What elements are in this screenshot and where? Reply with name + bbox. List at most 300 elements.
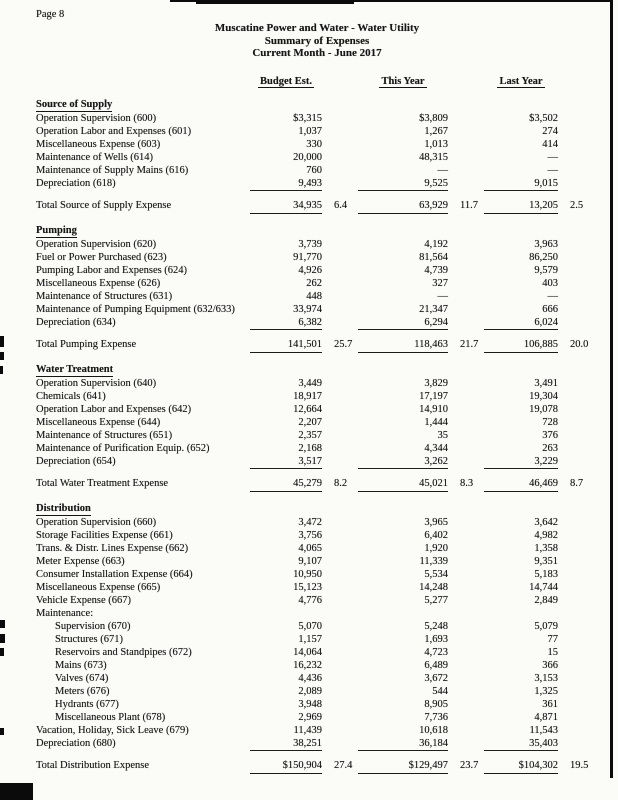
budget-value: 760 [306,164,322,176]
this-year-pct [448,698,484,711]
total-budget-pct: 8.2 [334,477,348,489]
budget-value: 3,948 [298,698,322,710]
row-label: Supervision (670) [55,620,131,632]
last-year-value: 403 [542,277,558,289]
budget-value: 91,770 [293,251,322,263]
last-year-pct [558,390,598,403]
budget-pct [322,698,358,711]
this-year-pct [448,620,484,633]
total-this-year-pct: 8.3 [460,477,474,489]
expense-section [36,502,598,774]
expense-row [36,542,598,555]
budget-pct [322,594,358,607]
expense-row [36,568,598,581]
last-year-value: 3,963 [534,238,558,250]
last-year-pct [558,581,598,594]
budget-pct [322,633,358,646]
this-year-value: 3,672 [424,672,448,684]
row-label: Vacation, Holiday, Sick Leave (679) [36,724,189,736]
total-label: Total Source of Supply Expense [36,199,172,211]
budget-pct [322,455,358,469]
last-year-value: 15 [547,646,558,658]
this-year-pct [448,646,484,659]
this-year-value: 1,267 [424,125,448,137]
last-year-pct [558,264,598,277]
this-year-pct [448,659,484,672]
this-year-pct [448,303,484,316]
last-year-pct [558,659,598,672]
last-year-value: 1,358 [534,542,558,554]
last-year-pct [558,442,598,455]
expense-row [36,416,598,429]
total-label: Total Distribution Expense [36,759,149,771]
section-title: Distribution [36,502,91,514]
last-year-value: 9,015 [484,177,558,191]
budget-pct [322,164,358,177]
last-year-value: 77 [547,633,558,645]
total-this-year-pct: 11.7 [460,199,478,211]
this-year-value: 11,339 [419,555,448,567]
this-year-pct [448,251,484,264]
expense-row [36,672,598,685]
last-year-pct [558,112,598,125]
row-label: Depreciation (634) [36,316,116,328]
this-year-pct [448,112,484,125]
budget-value: 11,439 [293,724,322,736]
last-year-pct [558,251,598,264]
budget-value: 5,070 [298,620,322,632]
total-last-year-value: 13,205 [484,199,558,214]
this-year-pct [448,177,484,191]
this-year-pct [448,672,484,685]
budget-value: 38,251 [250,737,322,751]
total-last-year-value: 46,469 [484,477,558,492]
last-year-pct [558,672,598,685]
last-year-value: — [547,290,558,302]
this-year-value: 17,197 [419,390,448,402]
budget-pct [322,290,358,303]
last-year-value: 9,351 [534,555,558,567]
this-year-pct [448,164,484,177]
last-year-pct [558,151,598,164]
total-last-year-value: 106,885 [484,338,558,353]
budget-value: 448 [306,290,322,302]
expense-row [36,555,598,568]
budget-value: 3,517 [250,455,322,469]
column-header-this-year: This Year [381,75,425,87]
this-year-pct [448,542,484,555]
this-year-value: — [437,290,448,302]
row-label: Operation Supervision (660) [36,516,157,528]
last-year-pct [558,516,598,529]
row-label: Maintenance of Pumping Equipment (632/633) [36,303,235,315]
last-year-value: 2,849 [534,594,558,606]
budget-value: 14,064 [293,646,322,658]
last-year-pct [558,238,598,251]
last-year-value: 3,153 [534,672,558,684]
this-year-pct [448,416,484,429]
this-year-value: 327 [432,277,448,289]
budget-pct [322,737,358,751]
empty-cell [484,363,558,377]
this-year-pct [448,138,484,151]
empty-cell [358,363,448,377]
this-year-value: 8,905 [424,698,448,710]
row-label: Vehicle Expense (667) [36,594,132,606]
last-year-pct [558,403,598,416]
report-title-summary: Summary of Expenses [264,34,370,47]
section-header-row [36,98,598,112]
expense-row [36,429,598,442]
total-this-year-pct: 23.7 [460,759,479,771]
last-year-value: 4,982 [534,529,558,541]
this-year-value: 6,294 [358,316,448,330]
row-label: Depreciation (618) [36,177,116,189]
row-label: Maintenance: [36,607,94,619]
row-label: Hydrants (677) [55,698,119,710]
budget-value: 10,950 [293,568,322,580]
total-budget-value: 34,935 [250,199,322,214]
expense-row [36,594,598,607]
empty-cell [558,363,598,377]
last-year-value: 3,642 [534,516,558,528]
empty-cell [484,502,558,516]
last-year-value [484,607,558,620]
total-this-year-value: $129,497 [358,759,448,774]
last-year-pct [558,607,598,620]
row-label: Maintenance of Wells (614) [36,151,154,163]
row-label: Storage Facilities Expense (661) [36,529,173,541]
this-year-pct [448,390,484,403]
last-year-pct [558,646,598,659]
empty-cell [448,363,484,377]
this-year-value: 4,739 [424,264,448,276]
total-last-year-pct: 20.0 [570,338,589,350]
this-year-value: — [437,164,448,176]
section-header-cell [36,502,250,516]
this-year-pct [448,238,484,251]
section-header-cell [36,98,250,112]
last-year-value: $3,502 [529,112,558,124]
last-year-value: 35,403 [484,737,558,751]
row-label: Operation Labor and Expenses (642) [36,403,192,415]
expense-row [36,277,598,290]
this-year-value: 6,489 [424,659,448,671]
budget-pct [322,555,358,568]
expense-row [36,685,598,698]
expense-row [36,316,598,330]
this-year-pct [448,316,484,330]
this-year-value: 9,525 [358,177,448,191]
expense-row [36,151,598,164]
budget-pct [322,303,358,316]
expense-row [36,724,598,737]
budget-pct [322,620,358,633]
this-year-pct [448,125,484,138]
last-year-value: 6,024 [484,316,558,330]
expense-row [36,251,598,264]
expense-row [36,581,598,594]
row-label: Consumer Installation Expense (664) [36,568,193,580]
this-year-value: 10,618 [419,724,448,736]
row-label: Operation Labor and Expenses (601) [36,125,192,137]
this-year-value: 3,829 [424,377,448,389]
this-year-pct [448,529,484,542]
total-last-year-pct: 8.7 [570,477,584,489]
budget-value: 3,756 [298,529,322,541]
this-year-value: 544 [432,685,448,697]
column-header-last-year: Last Year [499,75,543,87]
budget-pct [322,542,358,555]
empty-cell [448,502,484,516]
empty-cell [322,98,358,112]
budget-pct [322,390,358,403]
budget-pct [322,685,358,698]
last-year-value: 9,579 [534,264,558,276]
last-year-pct [558,698,598,711]
section-header-row [36,224,598,238]
column-header-spacer [36,75,250,88]
expense-row [36,303,598,316]
row-label: Miscellaneous Expense (644) [36,416,161,428]
section-header-cell [36,224,250,238]
section-title: Source of Supply [36,98,113,110]
last-year-value: 274 [542,125,558,137]
this-year-pct [448,581,484,594]
expense-row [36,633,598,646]
budget-value: 1,157 [298,633,322,645]
empty-cell [558,224,598,238]
expense-row [36,390,598,403]
row-label: Structures (671) [55,633,123,645]
expense-row [36,698,598,711]
this-year-pct [448,429,484,442]
this-year-value: 5,277 [424,594,448,606]
budget-value: 1,037 [298,125,322,137]
expense-row [36,455,598,469]
last-year-value: 728 [542,416,558,428]
column-header-budget: Budget Est. [260,75,312,87]
total-this-year-value: 118,463 [358,338,448,353]
this-year-pct [448,607,484,620]
last-year-value: 666 [542,303,558,315]
this-year-pct [448,264,484,277]
last-year-value: 366 [542,659,558,671]
budget-pct [322,429,358,442]
total-this-year-value: 45,021 [358,477,448,492]
budget-value: 15,123 [293,581,322,593]
last-year-pct [558,568,598,581]
this-year-value: 1,444 [424,416,448,428]
row-label: Miscellaneous Expense (603) [36,138,161,150]
last-year-pct [558,594,598,607]
empty-cell [558,502,598,516]
row-label: Miscellaneous Plant (678) [55,711,166,723]
budget-value: 4,436 [298,672,322,684]
budget-pct [322,112,358,125]
row-label: Chemicals (641) [36,390,106,402]
last-year-value: 376 [542,429,558,441]
budget-value: 2,969 [298,711,322,723]
row-label: Miscellaneous Expense (665) [36,581,161,593]
last-year-value: 19,078 [529,403,558,415]
row-label: Operation Supervision (640) [36,377,157,389]
section-header-row [36,502,598,516]
expense-section [36,363,598,492]
total-budget-pct: 27.4 [334,759,353,771]
this-year-pct [448,403,484,416]
budget-pct [322,177,358,191]
this-year-value: 14,248 [419,581,448,593]
this-year-value: 4,344 [424,442,448,454]
budget-pct [322,581,358,594]
row-label: Operation Supervision (600) [36,112,157,124]
empty-cell [484,224,558,238]
last-year-pct [558,316,598,330]
this-year-value: 1,693 [424,633,448,645]
budget-value: 16,232 [293,659,322,671]
budget-value: 20,000 [293,151,322,163]
section-total-row [36,477,598,492]
this-year-pct [448,594,484,607]
this-year-pct [448,455,484,469]
expense-row [36,138,598,151]
total-label: Total Water Treatment Expense [36,477,169,489]
row-label: Maintenance of Purification Equip. (652) [36,442,210,454]
budget-value [250,607,322,620]
expense-row [36,238,598,251]
report-title-block [36,22,598,60]
expense-row [36,659,598,672]
empty-cell [250,363,322,377]
row-label: Meters (676) [55,685,110,697]
this-year-pct [448,377,484,390]
budget-value: 4,776 [298,594,322,606]
this-year-pct [448,711,484,724]
empty-cell [322,363,358,377]
this-year-pct [448,724,484,737]
report-title-period: Current Month - June 2017 [252,47,382,59]
budget-value: 3,472 [298,516,322,528]
last-year-value: 5,079 [534,620,558,632]
this-year-pct [448,568,484,581]
sections [36,98,598,774]
this-year-value: 35 [437,429,448,441]
last-year-value: 86,250 [529,251,558,263]
budget-pct [322,403,358,416]
expense-row [36,112,598,125]
last-year-pct [558,290,598,303]
empty-cell [358,224,448,238]
total-this-year-value: 63,929 [358,199,448,214]
expense-row [36,125,598,138]
this-year-value: 36,184 [358,737,448,751]
last-year-value: 3,229 [484,455,558,469]
budget-pct [322,251,358,264]
budget-pct [322,277,358,290]
row-label: Miscellaneous Expense (626) [36,277,161,289]
this-year-pct [448,442,484,455]
section-total-row [36,199,598,214]
budget-pct [322,138,358,151]
total-budget-value: $150,904 [250,759,322,774]
expense-row [36,290,598,303]
budget-value: 9,107 [298,555,322,567]
this-year-value: 1,013 [424,138,448,150]
expense-row [36,177,598,191]
empty-cell [448,224,484,238]
budget-pct [322,416,358,429]
budget-pct [322,724,358,737]
row-label: Pumping Labor and Expenses (624) [36,264,188,276]
last-year-pct [558,416,598,429]
total-last-year-value: $104,302 [484,759,558,774]
maintenance-subheader-row [36,607,598,620]
this-year-value: 4,723 [424,646,448,658]
column-header-row [36,75,598,88]
empty-cell [448,98,484,112]
empty-cell [250,98,322,112]
expense-row [36,164,598,177]
this-year-pct [448,737,484,751]
expense-row [36,529,598,542]
this-year-value: 81,564 [419,251,448,263]
budget-value: 18,917 [293,390,322,402]
row-label: Meter Expense (663) [36,555,125,567]
last-year-value: 361 [542,698,558,710]
empty-cell [250,224,322,238]
last-year-pct [558,633,598,646]
expense-row [36,646,598,659]
budget-value: 33,974 [293,303,322,315]
row-label: Maintenance of Structures (631) [36,290,173,302]
last-year-value: 4,871 [534,711,558,723]
expense-row [36,403,598,416]
this-year-value: 1,920 [424,542,448,554]
report-title-utility: Muscatine Power and Water - Water Utility [214,22,420,34]
row-label: Fuel or Power Purchased (623) [36,251,167,263]
empty-cell [484,98,558,112]
budget-value: 2,207 [298,416,322,428]
budget-value: 330 [306,138,322,150]
budget-value: 9,493 [250,177,322,191]
budget-pct [322,377,358,390]
last-year-value: 3,491 [534,377,558,389]
total-last-year-pct: 19.5 [570,759,589,771]
budget-pct [322,672,358,685]
budget-value: 262 [306,277,322,289]
this-year-pct [448,151,484,164]
last-year-value: 263 [542,442,558,454]
row-label: Depreciation (654) [36,455,116,467]
this-year-value: 5,248 [424,620,448,632]
empty-cell [358,502,448,516]
budget-value: 4,065 [298,542,322,554]
this-year-value: 14,910 [419,403,448,415]
empty-cell [358,98,448,112]
last-year-pct [558,711,598,724]
this-year-pct [448,685,484,698]
last-year-value: 1,325 [534,685,558,697]
last-year-pct [558,138,598,151]
this-year-value: 48,315 [419,151,448,163]
expense-row [36,516,598,529]
section-total-row [36,338,598,353]
last-year-pct [558,429,598,442]
last-year-pct [558,377,598,390]
budget-pct [322,529,358,542]
budget-pct [322,316,358,330]
